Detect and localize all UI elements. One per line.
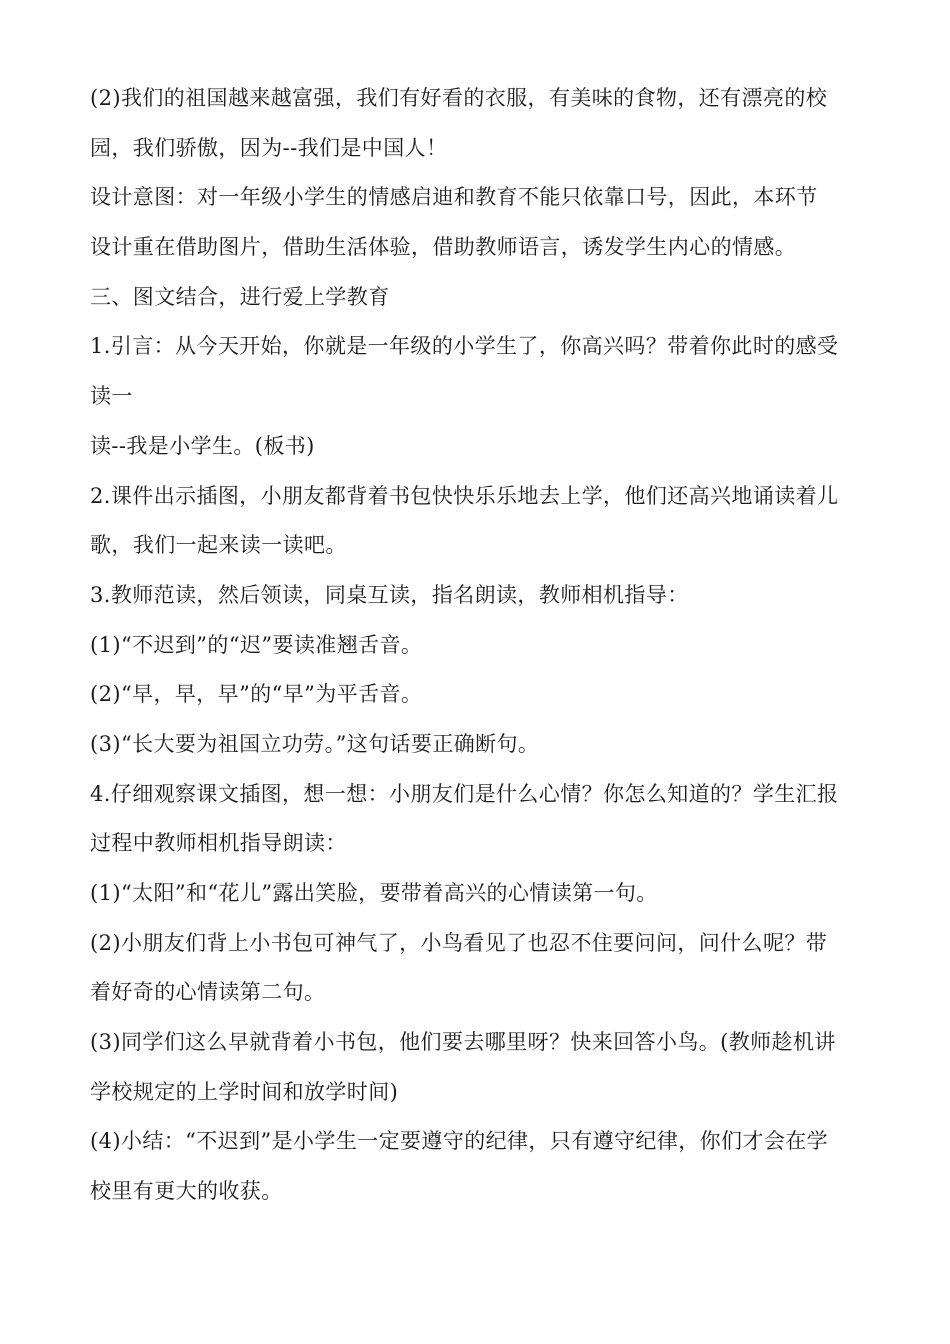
text-line: (2)我们的祖国越来越富强，我们有好看的衣服，有美味的食物，还有漂亮的校 xyxy=(90,86,828,110)
text-line: 学校规定的上学时间和放学时间) xyxy=(90,1079,399,1104)
text-line: 3.教师范读，然后领读，同桌互读，指名朗读，教师相机指导： xyxy=(90,582,689,607)
text-line: (1)“太阳”和“花儿”露出笑脸，要带着高兴的心情读第一句。 xyxy=(90,881,658,905)
text-line: 园，我们骄傲，因为--我们是中国人！ xyxy=(90,135,448,160)
text-line: 设计重在借助图片，借助生活体验，借助教师语言，诱发学生内心的情感。 xyxy=(90,235,797,260)
section-heading: 三、图文结合，进行爱上学教育 xyxy=(90,284,390,309)
text-line: (4)小结：“不迟到”是小学生一定要遵守的纪律，只有遵守纪律，你们才会在学 xyxy=(90,1129,829,1154)
text-line: 校里有更大的收获。 xyxy=(90,1179,283,1204)
text-line: 1.引言：从今天开始，你就是一年级的小学生了，你高兴吗？带着你此时的感受 xyxy=(90,334,839,359)
text-line: 2.课件出示插图，小朋友都背着书包快快乐乐地去上学，他们还高兴地诵读着儿 xyxy=(90,483,839,508)
text-line: 着好奇的心情读第二句。 xyxy=(90,980,326,1005)
text-line: 读一 xyxy=(90,384,133,409)
text-line: (3)同学们这么早就背着小书包，他们要去哪里呀？快来回答小鸟。(教师趁机讲 xyxy=(90,1030,836,1055)
text-line: 4.仔细观察课文插图，想一想：小朋友们是什么心情？你怎么知道的？学生汇报 xyxy=(90,781,839,806)
text-line: 歌，我们一起来读一读吧。 xyxy=(90,533,347,558)
text-line: 过程中教师相机指导朗读： xyxy=(90,831,347,856)
text-line: (3)“长大要为祖国立功劳。”这句话要正确断句。 xyxy=(90,731,540,756)
text-line: (2)“早，早，早”的“早”为平舌音。 xyxy=(90,682,423,707)
design-intent-line: 设计意图：对一年级小学生的情感启迪和教育不能只依靠口号，因此，本环节 xyxy=(90,185,818,210)
text-line: (2)小朋友们背上小书包可神气了，小鸟看见了也忍不住要问问，问什么呢？带 xyxy=(90,930,828,955)
text-line: (1)“不迟到”的“迟”要读准翘舌音。 xyxy=(90,632,423,657)
document-body xyxy=(90,74,870,1217)
text-line: 读--我是小学生。(板书) xyxy=(90,433,315,458)
